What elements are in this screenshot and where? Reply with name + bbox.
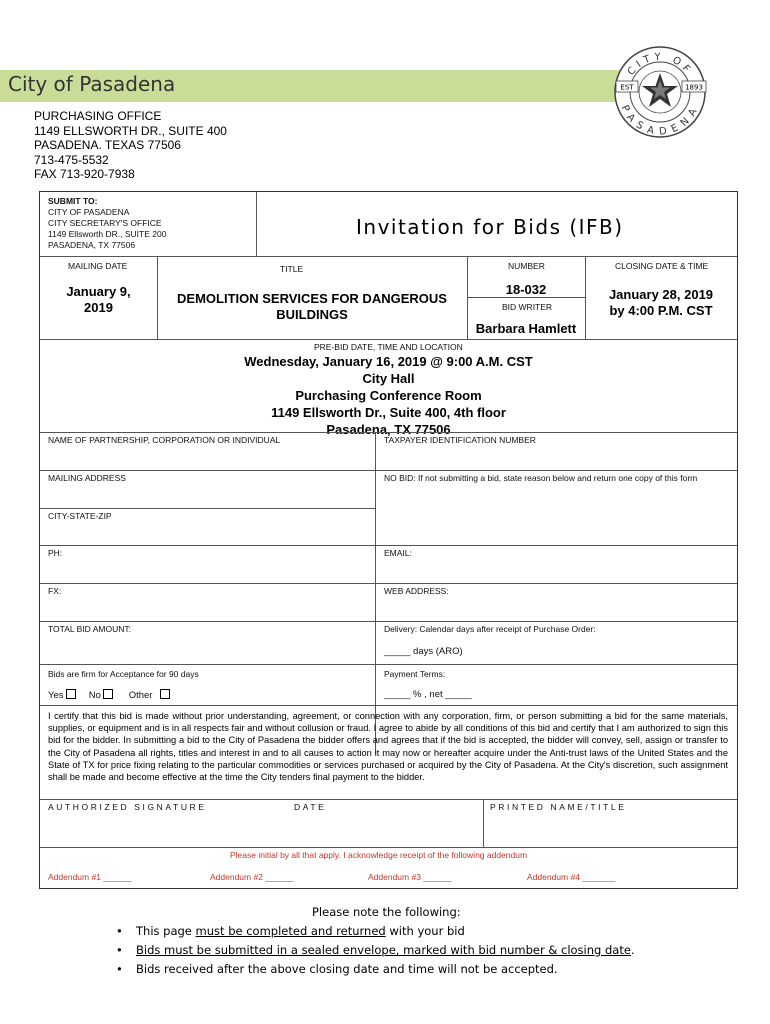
- addendum-1: Addendum #1 ______: [48, 872, 132, 882]
- other-checkbox[interactable]: [160, 689, 170, 699]
- no-label: No: [88, 690, 101, 701]
- acceptance-options: [48, 689, 170, 701]
- bid-number: 18-032: [505, 282, 547, 297]
- svg-text:CITY OF: CITY OF: [625, 51, 695, 78]
- addendum-2: Addendum #2 ______: [210, 872, 294, 882]
- city-seal-logo: [612, 44, 708, 140]
- fax-label: FX:: [48, 586, 62, 596]
- bid-writer: Barbara Hamlett: [475, 321, 577, 336]
- no-checkbox[interactable]: [103, 689, 113, 699]
- closing-date-label: CLOSING DATE & TIME: [615, 261, 709, 271]
- mailing-address-label: MAILING ADDRESS: [48, 473, 126, 483]
- delivery-label: Delivery: Calendar days after receipt of Purchase Order:: [384, 624, 596, 634]
- certification-text: I certify that this bid is made without prior understanding, agreement, or connection with any corporation, firm, or person submitting a bid for the same materials, supplies, or equipment and is in all respects fair and without collusion or fraud. I agree to abide by all conditions of this bid and certify that I am authorized to sign this bid for the bidder. In submitting a bid to the City of Pasadena the bidder offers and agrees that if the bid is accepted, the bidder will convey, sell, assign or transfer to the City of Pasadena all rights, titles and interest in and to all causes to action it may now or hereafter acquire under the Anti-trust laws of the United States and the State of TX for price fixing relating to the particular commodities or services purchased or acquired by the City of Pasadena. At the City's discretion, such assignment shall be made and become effective at the time the City tenders final payment to the bidder.: [48, 711, 728, 783]
- firm-label: Bids are firm for Acceptance for 90 days: [48, 669, 199, 679]
- submit-to-line: 1149 Ellsworth DR., SUITE 200: [48, 229, 167, 239]
- note-item: Bids must be submitted in a sealed envelope, marked with bid number & closing date.: [136, 943, 635, 957]
- submit-to-line: CITY SECRETARY'S OFFICE: [48, 218, 162, 228]
- city-state-zip-label: CITY-STATE-ZIP: [48, 511, 112, 521]
- authorized-signature-label: AUTHORIZED SIGNATURE: [48, 802, 207, 812]
- closing-date: January 28, 2019 by 4:00 P.M. CST: [608, 287, 714, 318]
- printed-name-label: PRINTED NAME/TITLE: [490, 802, 627, 812]
- bullet-icon: •: [116, 943, 123, 957]
- date-label: DATE: [294, 802, 327, 812]
- web-address-label: WEB ADDRESS:: [384, 586, 449, 596]
- prebid-details: Wednesday, January 16, 2019 @ 9:00 A.M. CST City Hall Purchasing Conference Room 1149 Ellsworth Dr., Suite 400, 4th floor Pasadena, TX 77506: [244, 354, 533, 437]
- bid-form: [39, 191, 738, 889]
- note-item: Bids received after the above closing date and time will not be accepted.: [136, 962, 558, 976]
- notes-title: Please note the following:: [312, 905, 461, 919]
- purchasing-office-address: PURCHASING OFFICE 1149 ELLSWORTH DR., SUITE 400 PASADENA. TEXAS 77506 713-475-5532 FAX 713-920-7938: [34, 109, 227, 181]
- svg-text:EST: EST: [620, 83, 634, 92]
- submit-to-heading: SUBMIT TO:: [48, 196, 98, 206]
- payment-terms-label: Payment Terms:: [384, 669, 446, 679]
- addendum-note: Please initial by all that apply. I acknowledge receipt of the following addendum: [230, 850, 528, 860]
- addendum-4: Addendum #4 _______: [527, 872, 616, 882]
- days-aro: _____ days (ARO): [384, 646, 463, 657]
- addendum-3: Addendum #3 ______: [368, 872, 452, 882]
- payment-terms-value: _____ % , net _____: [384, 689, 472, 700]
- number-label: NUMBER: [508, 261, 545, 271]
- no-bid-label: NO BID: If not submitting a bid, state reason below and return one copy of this form: [384, 473, 698, 483]
- other-label: Other: [128, 690, 153, 701]
- bullet-icon: •: [116, 924, 123, 938]
- bullet-icon: •: [116, 962, 123, 976]
- svg-text:1893: 1893: [685, 83, 703, 92]
- phone-label: PH:: [48, 548, 63, 558]
- email-label: EMAIL:: [384, 548, 412, 558]
- name-label: NAME OF PARTNERSHIP, CORPORATION OR INDIVIDUAL: [48, 435, 281, 445]
- mailing-date-label: MAILING DATE: [68, 261, 128, 271]
- submit-to-line: PASADENA, TX 77506: [48, 240, 136, 250]
- taxpayer-id-label: TAXPAYER IDENTIFICATION NUMBER: [384, 435, 536, 445]
- yes-checkbox[interactable]: [66, 689, 76, 699]
- submit-to-line: CITY OF PASADENA: [48, 207, 130, 217]
- svg-text:PASADENA: PASADENA: [618, 103, 702, 138]
- prebid-label: PRE-BID DATE, TIME AND LOCATION: [314, 342, 463, 352]
- note-item: This page must be completed and returned with your bid: [136, 924, 465, 938]
- bid-writer-label: BID WRITER: [502, 302, 553, 312]
- total-bid-amount-label: TOTAL BID AMOUNT:: [48, 624, 131, 634]
- form-title: Invitation for Bids (IFB): [356, 215, 624, 239]
- bid-title: DEMOLITION SERVICES FOR DANGEROUS BUILDINGS: [177, 291, 447, 322]
- mailing-date: January 9, 2019: [66, 284, 131, 315]
- title-label: TITLE: [280, 264, 304, 274]
- yes-label: Yes: [48, 690, 64, 701]
- city-name: City of Pasadena: [8, 72, 176, 96]
